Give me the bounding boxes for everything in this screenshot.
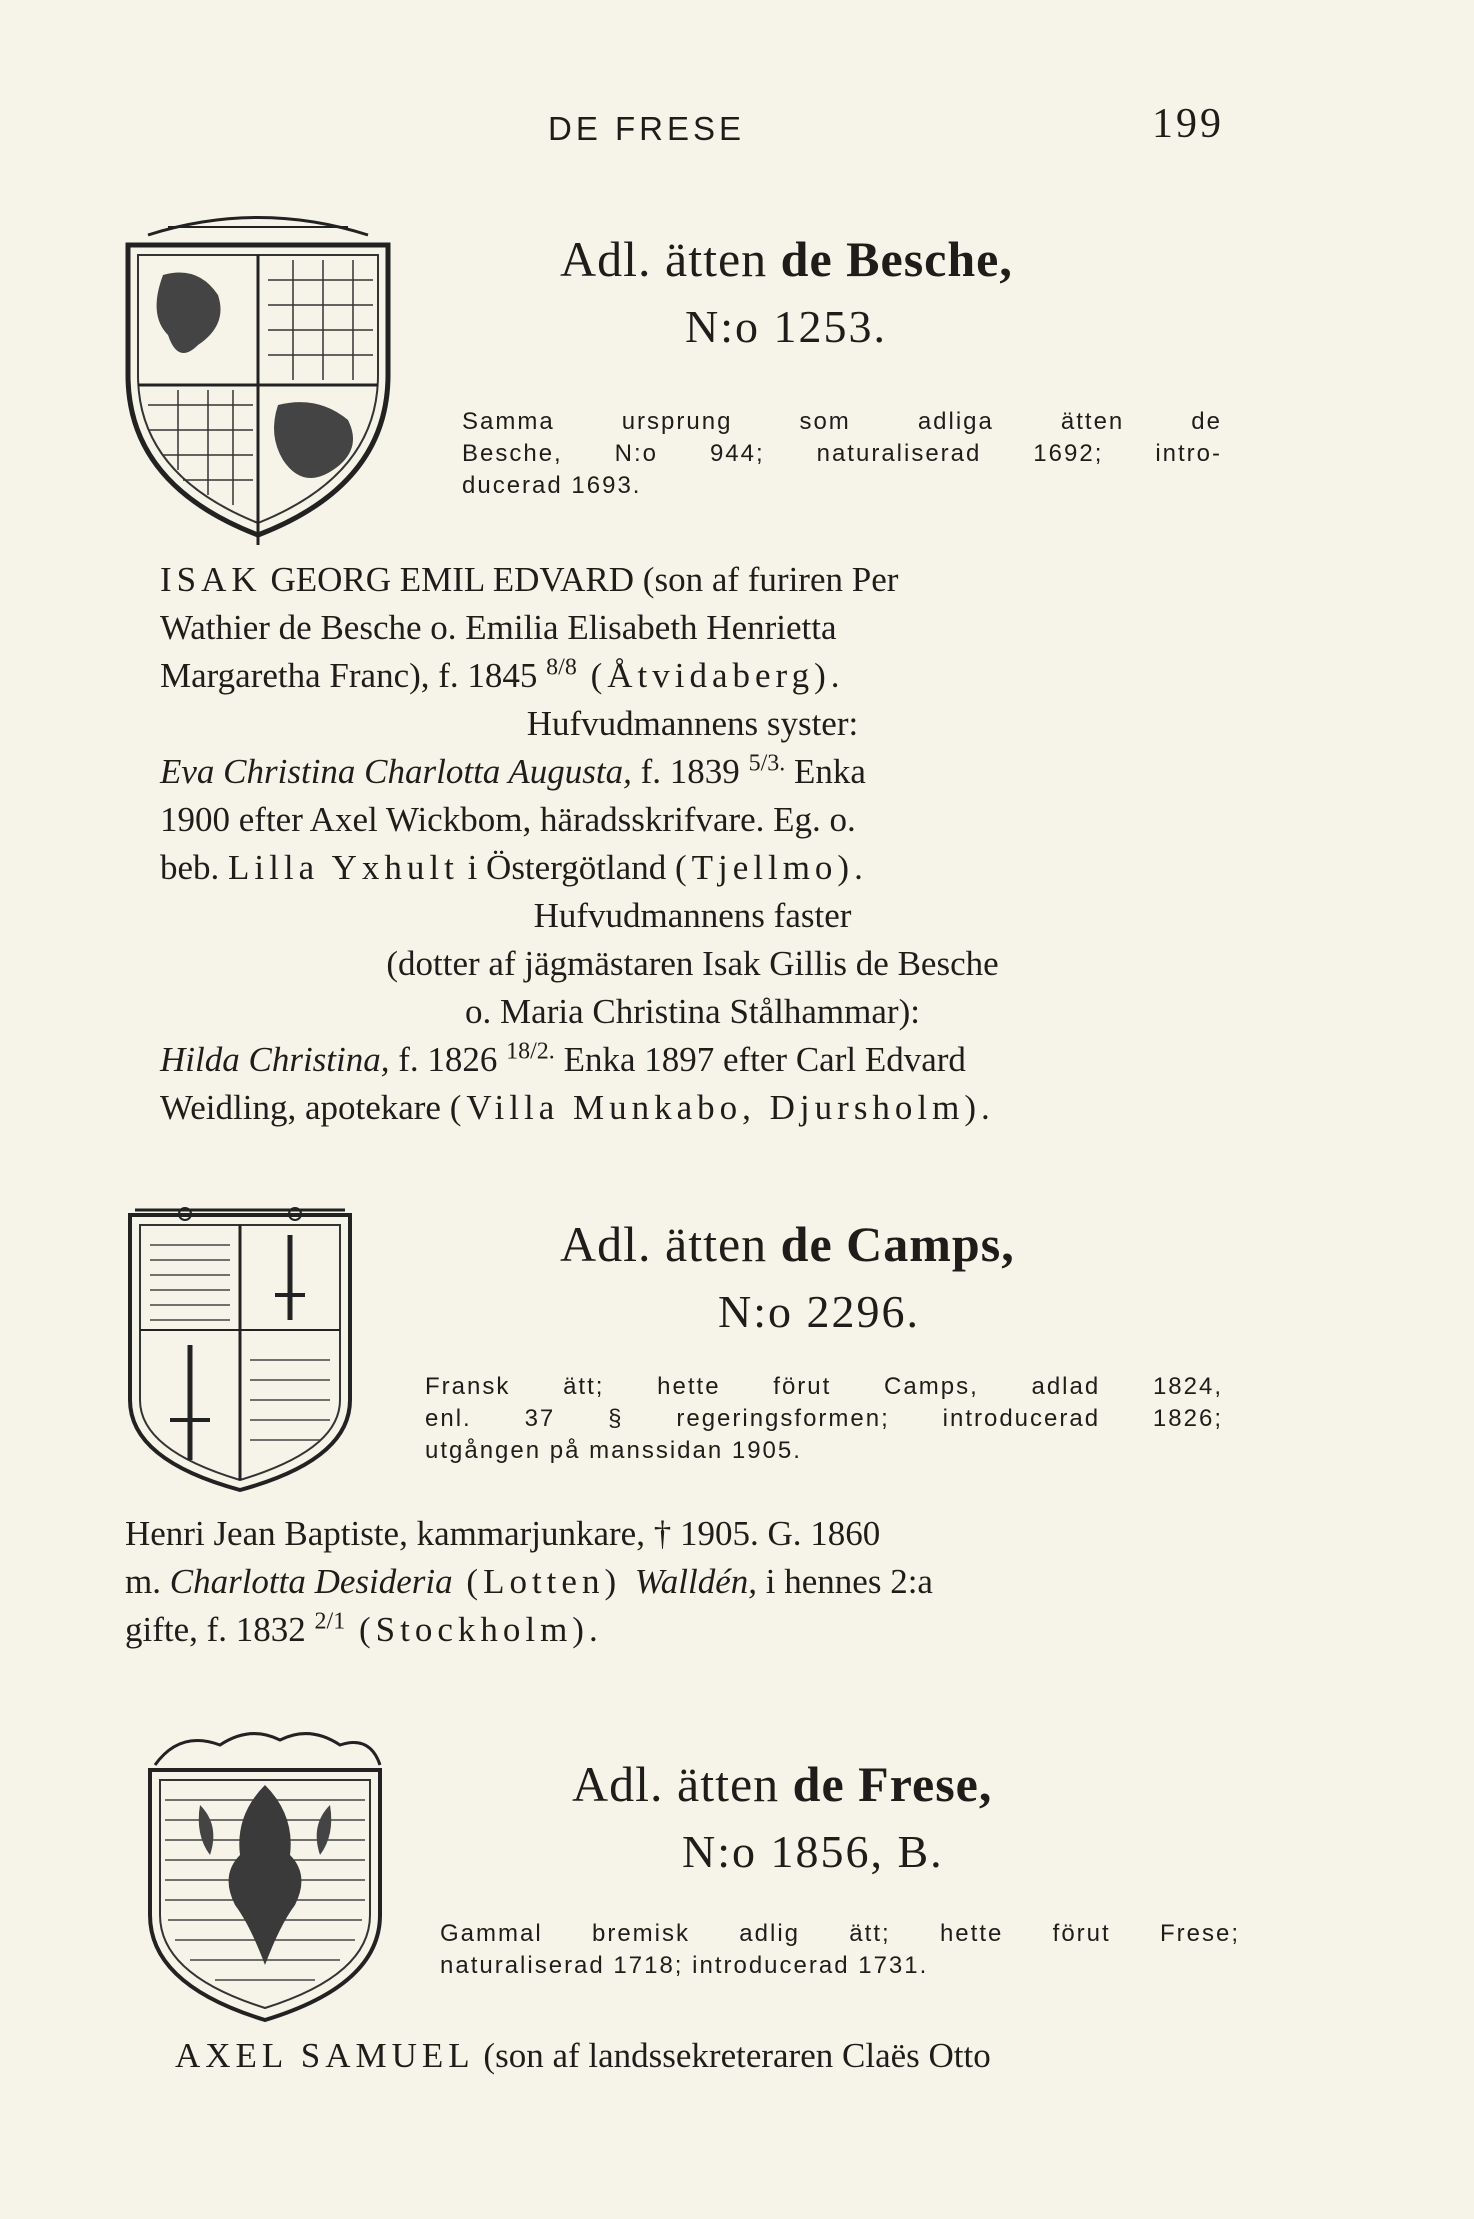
entry-line: Weidling, apotekare (Villa Munkabo, Djursholm). [160,1088,995,1127]
entry-line: ISAK GEORG EMIL EDVARD (son af furiren Per [160,560,899,599]
family-number-de-besche: N:o 1253. [685,301,887,352]
entry-line: AXEL SAMUEL (son af landssekreteraren Claës Otto [175,2036,991,2075]
entry-line: Wathier de Besche o. Emilia Elisabeth Henrietta [160,608,837,647]
entry-line: beb. Lilla Yxhult i Östergötland (Tjellmo). [160,848,868,887]
frese-genealogy-entry [175,2032,1245,2080]
entry-line: m. Charlotta Desideria (Lotten) Walldén, i hennes 2:a [125,1562,933,1601]
entry-line: 1900 efter Axel Wickbom, häradsskrifvare. Eg. o. [160,800,856,839]
family-note-de-besche: Samma ursprung som adliga ätten de Besche, N:o 944; naturaliserad 1692; intro- ducerad 1693. [462,408,1222,499]
coat-of-arms-de-camps-icon [125,1200,355,1495]
entry-line: Hufvudmannens syster: [526,704,859,743]
besche-genealogy-entry [160,556,1225,1132]
entry-line: Margaretha Franc), f. 1845 $^{8/8}$ (Åtvidaberg). [160,654,845,695]
camps-genealogy-entry [125,1510,1225,1654]
family-title-de-camps: Adl. ätten de Camps, [560,1216,1015,1272]
page-number: 199 [1152,101,1224,147]
entry-line: Henri Jean Baptiste, kammarjunkare, † 1905. G. 1860 [125,1514,881,1553]
family-note-de-frese: Gammal bremisk adlig ätt; hette förut Frese; naturaliserad 1718; introducerad 1731. [440,1920,1240,1979]
entry-line: Hufvudmannens faster [533,896,852,935]
coat-of-arms-de-frese-icon [140,1725,390,2025]
running-head: DE FRESE [548,110,746,147]
coat-of-arms-de-besche-icon [108,205,408,550]
family-title-de-besche: Adl. ätten de Besche, [560,231,1013,287]
family-note-de-camps: Fransk ätt; hette förut Camps, adlad 1824, enl. 37 § regeringsformen; introducerad 1826; utgången på manssidan 1905. [425,1373,1223,1464]
family-title-de-frese: Adl. ätten de Frese, [572,1756,993,1812]
entry-line: o. Maria Christina Stålhammar): [465,992,920,1031]
family-number-de-camps: N:o 2296. [718,1286,920,1337]
entry-line: Eva Christina Charlotta Augusta, f. 1839 $^{5/3.}$ Enka [160,750,866,791]
family-number-de-frese: N:o 1856, B. [682,1826,944,1877]
entry-line: Hilda Christina, f. 1826 $^{18/2.}$ Enka 1897 efter Carl Edvard [160,1038,966,1079]
entry-line: (dotter af jägmästaren Isak Gillis de Besche [386,944,999,983]
entry-line: gifte, f. 1832 $^{2/1}$ (Stockholm). [125,1608,603,1649]
